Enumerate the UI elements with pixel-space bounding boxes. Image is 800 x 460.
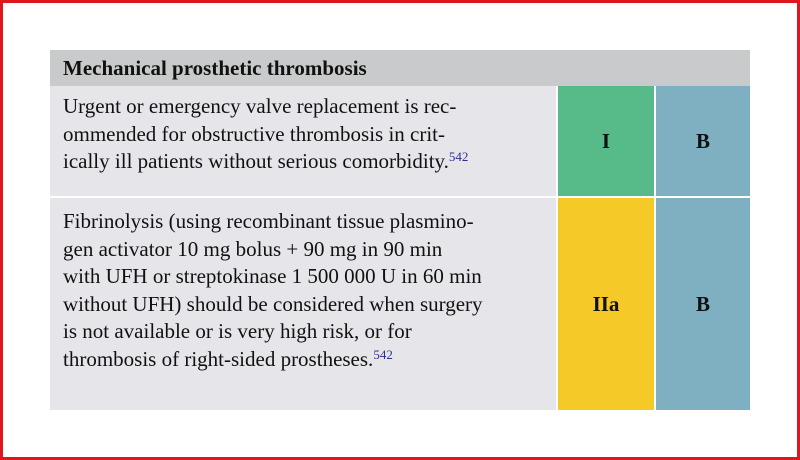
text-line: without UFH) should be considered when surgery bbox=[63, 291, 483, 316]
class-cell bbox=[558, 198, 654, 410]
text-line: ommended for obstructive thrombosis in crit- bbox=[63, 121, 446, 146]
level-label: B bbox=[695, 291, 710, 316]
text-line: is not available or is very high risk, or for bbox=[63, 319, 412, 343]
class-cell bbox=[558, 86, 654, 196]
recommendation-table bbox=[50, 50, 750, 410]
recommendation-text bbox=[50, 198, 556, 410]
text-line: Urgent or emergency valve replacement is rec- bbox=[63, 94, 457, 118]
table-row bbox=[50, 198, 750, 410]
recommendation-text bbox=[50, 86, 556, 196]
table-row bbox=[50, 86, 750, 196]
text-line: ically ill patients without serious comorbidity. bbox=[63, 149, 449, 173]
table-header: Mechanical prosthetic thrombosis bbox=[50, 50, 750, 86]
reference-number: 542 bbox=[448, 149, 469, 164]
text-line: thrombosis of right-sided prostheses. bbox=[63, 346, 374, 371]
level-cell bbox=[656, 198, 750, 410]
level-label: B bbox=[695, 128, 710, 153]
class-label: I bbox=[601, 128, 611, 153]
text-line: Fibrinolysis (using recombinant tissue plasmino- bbox=[63, 209, 474, 233]
text-line: with UFH or streptokinase 1 500 000 U in 60 min bbox=[63, 264, 482, 288]
reference-number: 542 bbox=[373, 346, 393, 362]
text-line: gen activator 10 mg bolus + 90 mg in 90 min bbox=[63, 236, 443, 261]
class-label: IIa bbox=[592, 291, 620, 316]
level-cell bbox=[656, 86, 750, 196]
